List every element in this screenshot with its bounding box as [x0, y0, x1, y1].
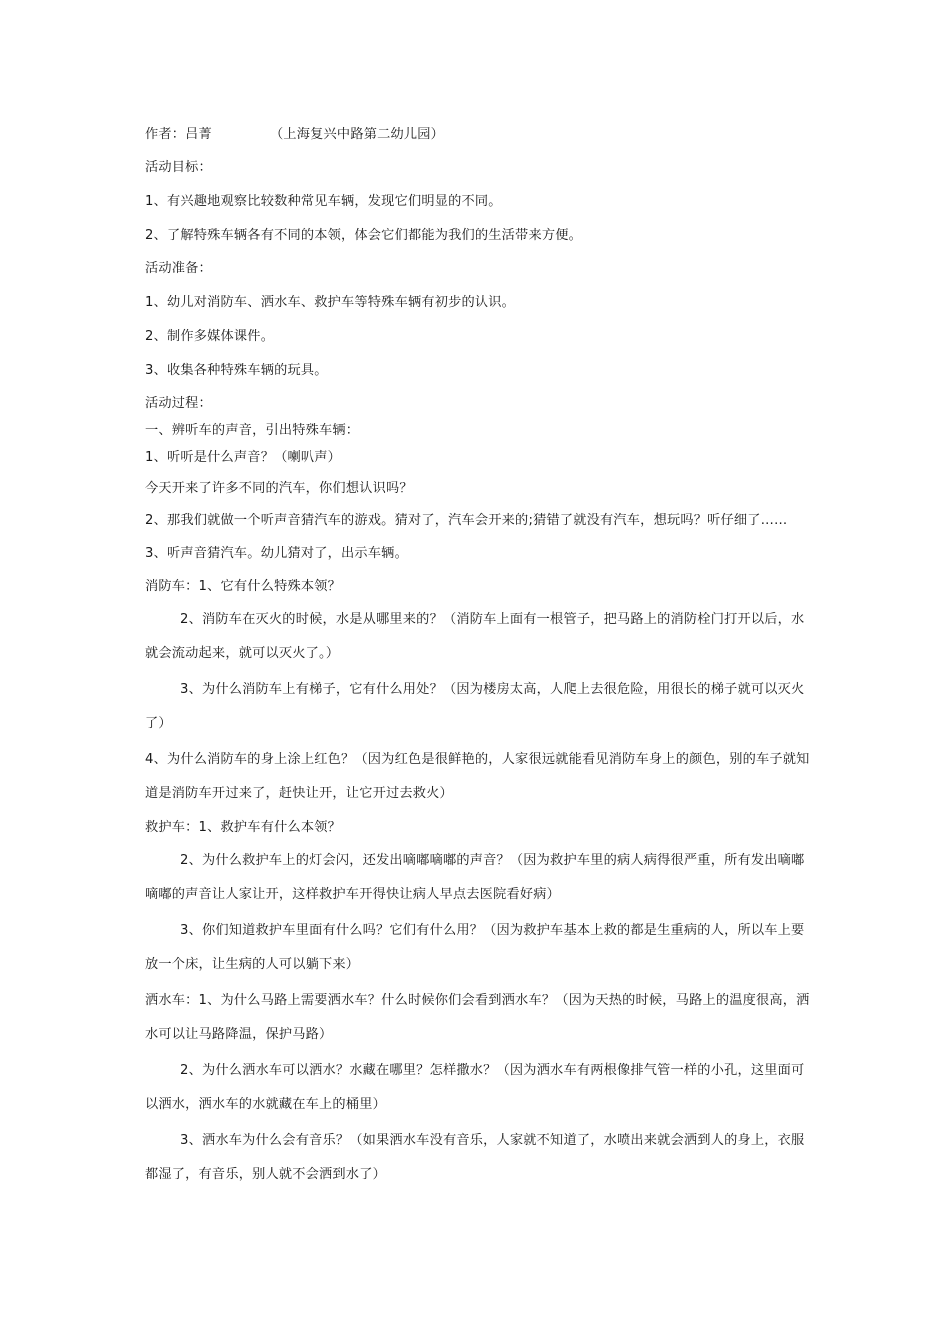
- fire-truck-q3: 3、为什么消防车上有梯子，它有什么用处？（因为楼房太高，人爬上去很危险，用很长的梯子就可以灭火了）: [145, 682, 805, 731]
- ambulance-q3: 3、你们知道救护车里面有什么吗？它们有什么用？（因为救护车基本上救的都是生重病的人，所以车上要放一个床，让生病的人可以躺下来）: [145, 923, 805, 972]
- goal-item-2: 2、了解特殊车辆各有不同的本领，体会它们都能为我们的生活带来方便。: [145, 228, 582, 243]
- step-q2: 2、那我们就做一个听声音猜汽车的游戏。猜对了，汽车会开来的;猜错了就没有汽车，想玩吗？听仔细了……: [145, 513, 788, 528]
- process-heading: 活动过程：: [145, 396, 212, 411]
- fire-truck-q4: 4、为什么消防车的身上涂上红色？（因为红色是很鲜艳的，人家很远就能看见消防车身上的颜色，别的车子就知道是消防车开过来了，赶快让开，让它开过去救火）: [145, 752, 810, 801]
- prep-item-1: 1、幼儿对消防车、洒水车、救护车等特殊车辆有初步的认识。: [145, 295, 516, 310]
- ambulance-q2: 2、为什么救护车上的灯会闪，还发出嘀嘟嘀嘟的声音？（因为救护车里的病人病得很严重，所有发出嘀嘟嘀嘟的声音让人家让开，这样救护车开得快让病人早点去医院看好病）: [145, 853, 805, 902]
- ambulance-q1: 救护车：1、救护车有什么本领？: [145, 820, 342, 835]
- author-affiliation: （上海复兴中路第二幼儿园）: [270, 127, 445, 142]
- sprinkler-q3: 3、洒水车为什么会有音乐？（如果洒水车没有音乐，人家就不知道了，水喷出来就会洒到人的身上，衣服都湿了，有音乐，别人就不会洒到水了）: [145, 1133, 805, 1182]
- document-body: [145, 125, 810, 1192]
- step-intro: 今天开来了许多不同的汽车，你们想认识吗？: [145, 481, 413, 496]
- section-1-heading: 一、辨听车的声音，引出特殊车辆：: [145, 423, 360, 438]
- author-line: [145, 125, 810, 145]
- step-q1: 1、听听是什么声音？（喇叭声）: [145, 450, 342, 465]
- author-name: 作者：吕菁: [145, 127, 212, 142]
- goals-heading: 活动目标：: [145, 160, 212, 175]
- sprinkler-q2: 2、为什么洒水车可以洒水？水藏在哪里？怎样撒水？（因为洒水车有两根像排气管一样的小孔，这里面可以洒水，洒水车的水就藏在车上的桶里）: [145, 1063, 805, 1112]
- prep-item-3: 3、收集各种特殊车辆的玩具。: [145, 363, 328, 378]
- prep-item-2: 2、制作多媒体课件。: [145, 329, 275, 344]
- fire-truck-q2: 2、消防车在灭火的时候，水是从哪里来的？（消防车上面有一根管子，把马路上的消防栓门打开以后，水就会流动起来，就可以灭火了。）: [145, 612, 805, 661]
- step-q3: 3、听声音猜汽车。幼儿猜对了，出示车辆。: [145, 546, 408, 561]
- goal-item-1: 1、有兴趣地观察比较数种常见车辆，发现它们明显的不同。: [145, 194, 502, 209]
- sprinkler-q1: 洒水车：1、为什么马路上需要洒水车？什么时候你们会看到洒水车？（因为天热的时候，马路上的温度很高，洒水可以让马路降温，保护马路）: [145, 993, 810, 1042]
- prep-heading: 活动准备：: [145, 261, 212, 276]
- fire-truck-q1: 消防车：1、它有什么特殊本领？: [145, 579, 342, 594]
